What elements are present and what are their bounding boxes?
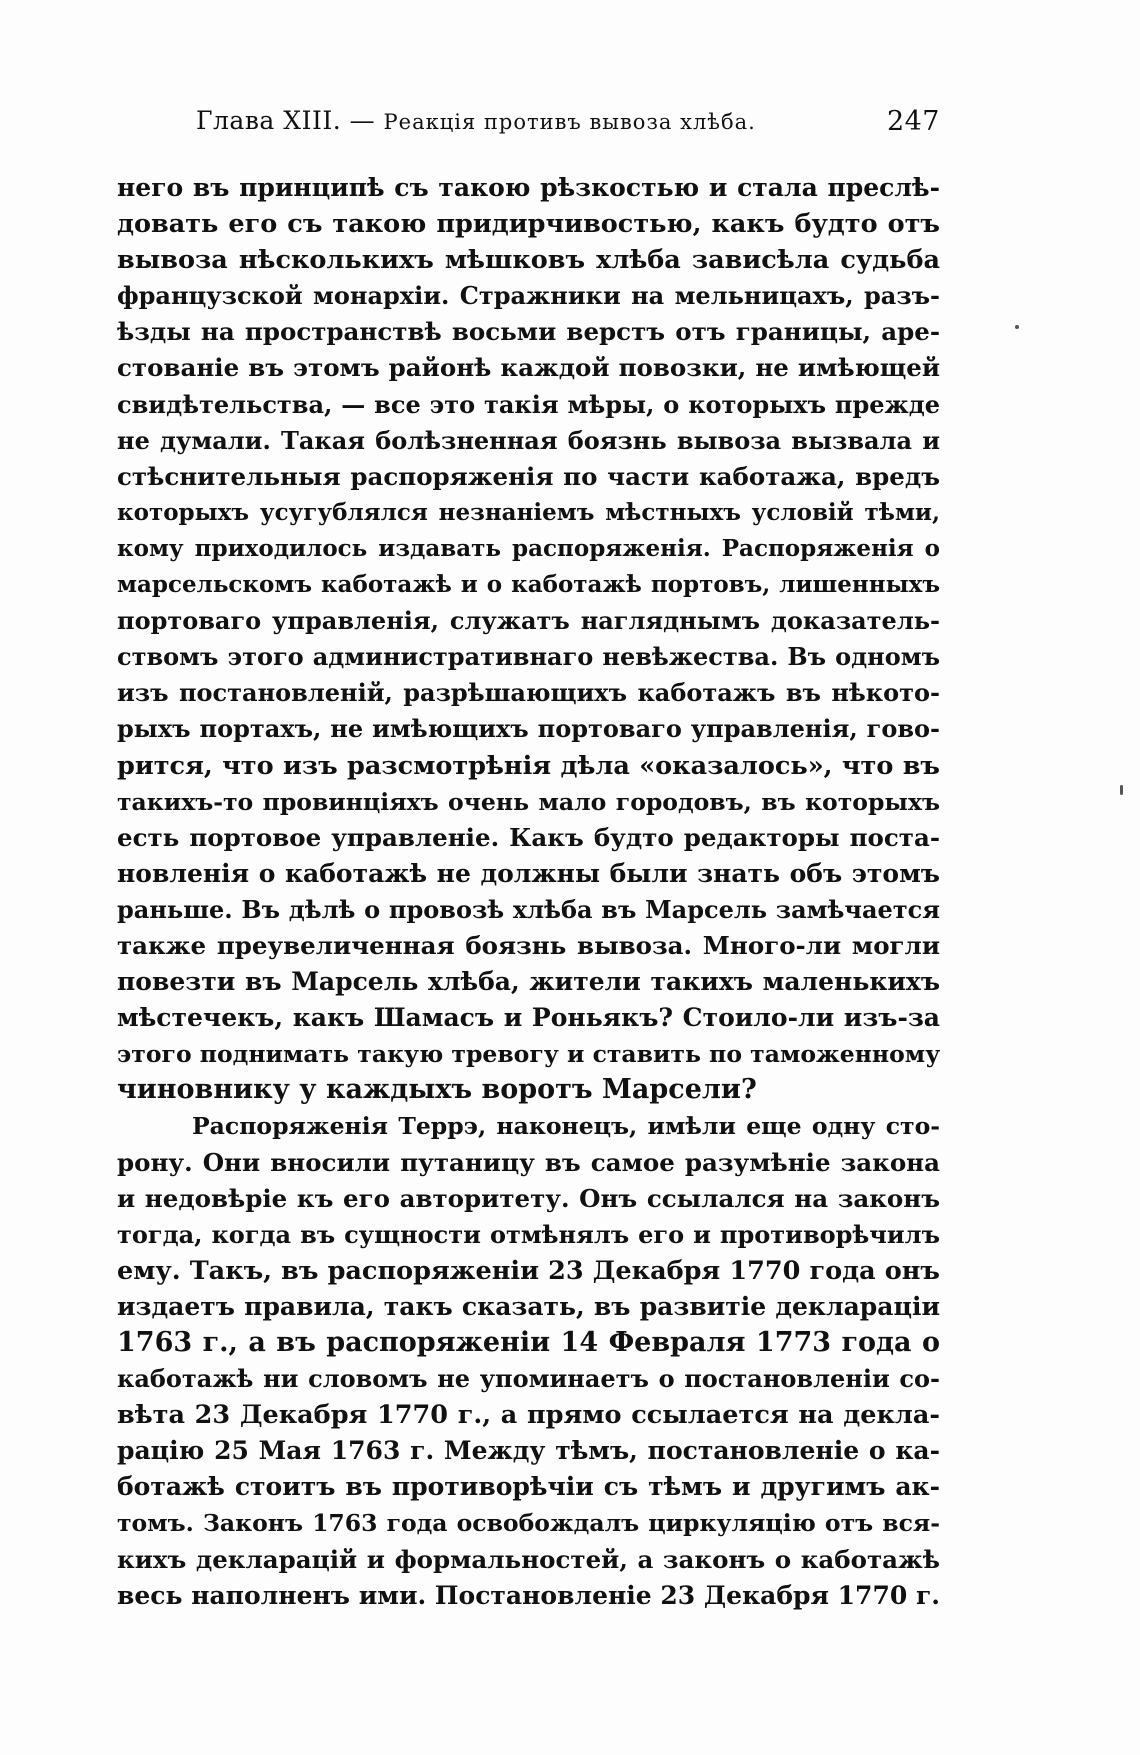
paragraph-1 (117, 170, 940, 1108)
text-line: есть портовое управленіе. Какъ будто редакторы поста- (117, 822, 940, 852)
text-line: тогда, когда въ сущности отмѣнялъ его и противорѣчилъ (117, 1219, 940, 1249)
running-title: Реакція противъ вывоза хлѣба. (383, 110, 756, 134)
text-line: рыхъ портахъ, не имѣющихъ портоваго управленія, гово- (117, 714, 940, 744)
text-line: чиновнику у каждыхъ воротъ Марсели? (117, 1074, 757, 1106)
text-line: ботажѣ стоитъ въ противорѣчіи съ тѣмъ и другимъ ак- (117, 1472, 940, 1502)
running-header (196, 106, 940, 146)
text-line: рону. Они вносили путаницу въ самое разумѣніе закона (117, 1147, 940, 1177)
text-line: этого поднимать такую тревогу и ставить по таможенному (117, 1040, 940, 1069)
text-line: не думали. Такая болѣзненная боязнь вывоза вызвала и (117, 425, 940, 455)
text-line: марсельскомъ каботажѣ и о каботажѣ портовъ, лишенныхъ (117, 571, 940, 599)
text-line: 1763 г., а въ распоряженіи 14 Февраля 1773 года о (117, 1327, 940, 1358)
text-line: ѣзды на пространствѣ восьми верстъ отъ границы, аре- (117, 317, 940, 347)
text-line: издаетъ правила, такъ сказать, въ развитіе деклараціи (117, 1291, 940, 1321)
text-line: французской монархіи. Стражники на мельницахъ, разъ- (117, 281, 940, 311)
text-line: и недовѣріе къ его авторитету. Онъ ссылался на законъ (117, 1183, 940, 1213)
text-line: кому приходилось издавать распоряженія. Распоряженія о (117, 534, 940, 562)
text-line: ему. Такъ, въ распоряженіи 23 Декабря 1770 года онъ (117, 1255, 940, 1286)
text-line: повезти въ Марсель хлѣба, жители такихъ маленькихъ (117, 967, 940, 997)
text-line: которыхъ усугублялся незнаніемъ мѣстныхъ условій тѣми, (117, 498, 940, 526)
text-line: портоваго управленія, служатъ нагляднымъ доказатель- (117, 606, 940, 636)
header-dash: — (341, 106, 384, 135)
text-line: каботажѣ ни словомъ не упоминаетъ о постановленіи со- (117, 1364, 940, 1394)
text-line: мѣстечекъ, какъ Шамасъ и Роньякъ? Стоило-ли изъ-за (117, 1003, 940, 1033)
scan-speck (1015, 325, 1019, 329)
text-line: вѣта 23 Декабря 1770 г., а прямо ссылается на декла- (117, 1400, 940, 1431)
text-line: также преувеличенная боязнь вывоза. Много-ли могли (117, 930, 940, 960)
text-line: раньше. Въ дѣлѣ о провозѣ хлѣба въ Марсель замѣчается (117, 894, 940, 924)
text-line: ствомъ этого административнаго невѣжества. Въ одномъ (117, 642, 940, 672)
chapter-label: Глава XIII. (196, 106, 342, 135)
header-title (196, 106, 756, 135)
text-line: вывоза нѣсколькихъ мѣшковъ хлѣба зависѣла судьба (117, 245, 940, 276)
text-line: весь наполненъ ими. Постановленіе 23 Декабря 1770 г. (117, 1580, 940, 1610)
text-line: стѣснительныя распоряженія по части каботажа, вредъ (117, 461, 940, 491)
text-line: него въ принципѣ съ такою рѣзкостью и стала преслѣ- (117, 173, 940, 202)
text-line: Распоряженія Террэ, наконецъ, имѣли еще одну сто- (192, 1112, 940, 1141)
text-line: изъ постановленій, разрѣшающихъ каботажъ въ нѣкото- (117, 678, 940, 708)
text-line: такихъ-то провинціяхъ очень мало городовъ, въ которыхъ (117, 787, 940, 816)
text-line: стованіе въ этомъ районѣ каждой повозки, не имѣющей (117, 353, 940, 383)
page-number: 247 (886, 106, 940, 137)
text-line: кихъ декларацій и формальностей, а законъ о каботажѣ (117, 1544, 940, 1574)
text-line: рацію 25 Мая 1763 г. Между тѣмъ, постановленіе о ка- (117, 1436, 940, 1466)
body-text (117, 170, 940, 1614)
text-line: свидѣтельства, — все это такія мѣры, о которыхъ прежде (117, 389, 940, 419)
text-line: рится, что изъ разсмотрѣнія дѣла «оказалось», что въ (117, 750, 940, 781)
text-line: довать его съ такою придирчивостью, какъ будто отъ (117, 209, 940, 240)
text-line: томъ. Законъ 1763 года освобождалъ циркуляцію отъ вся- (117, 1509, 940, 1538)
text-line: новленія о каботажѣ не должны были знать объ этомъ (117, 858, 940, 888)
scan-speck (1120, 785, 1123, 795)
paragraph-2 (117, 1108, 940, 1613)
